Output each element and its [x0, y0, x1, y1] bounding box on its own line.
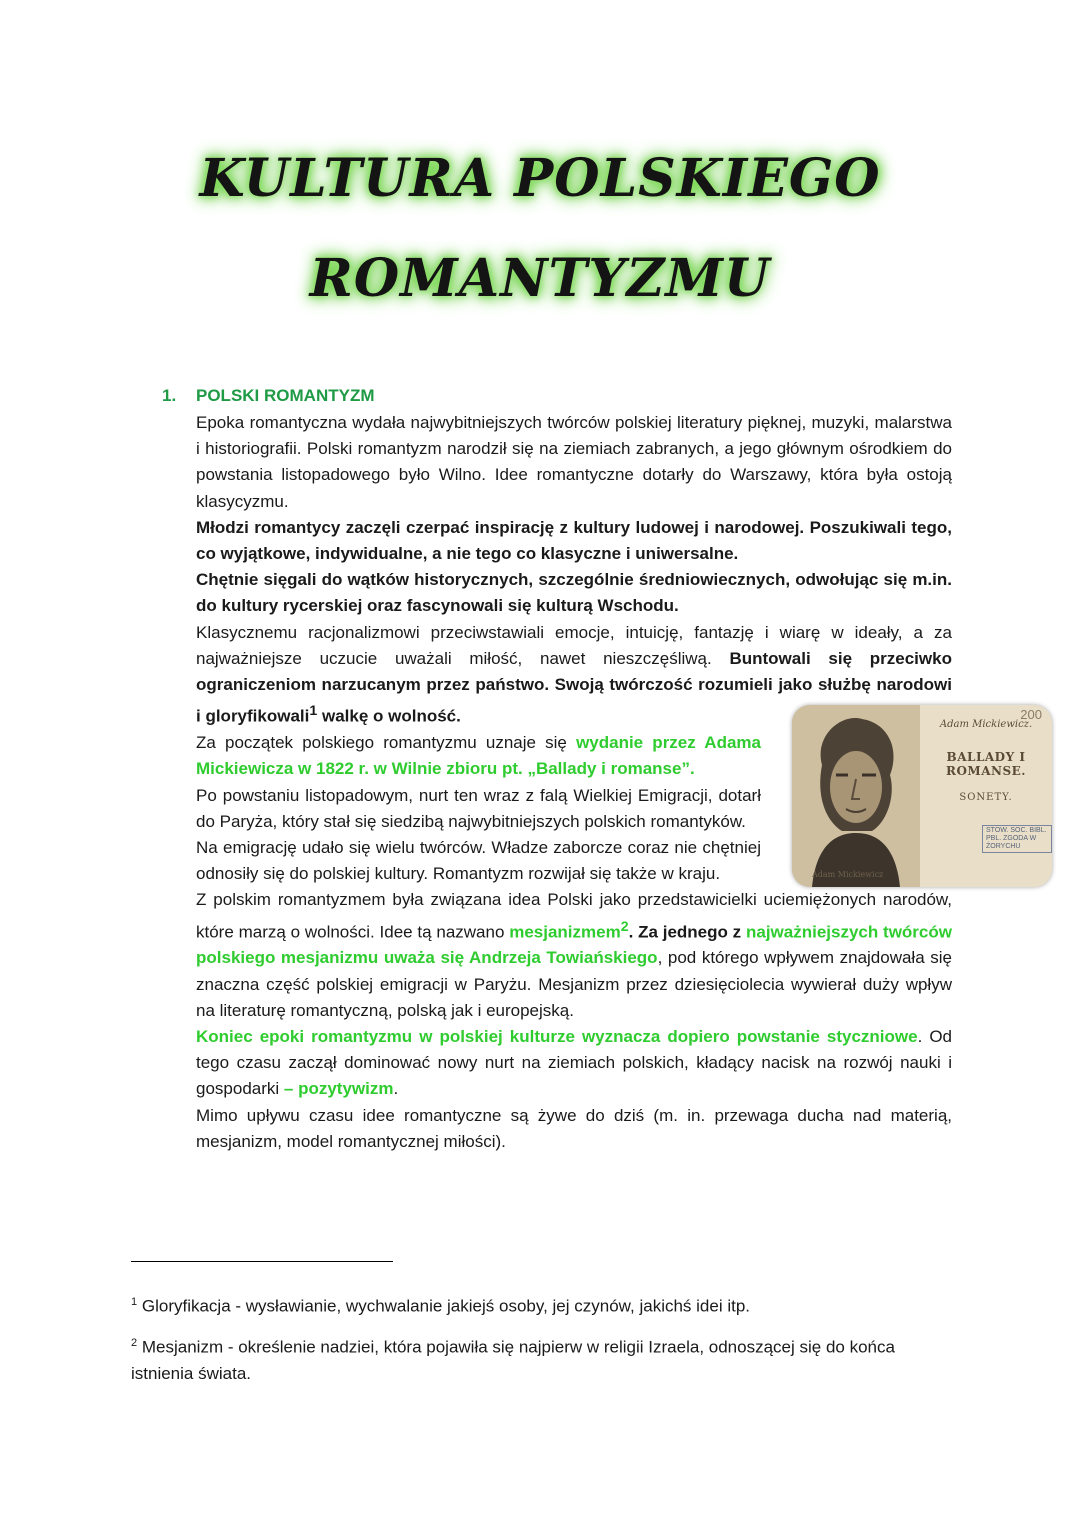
section-title: POLSKI ROMANTYZM: [196, 386, 375, 405]
paragraph: Epoka romantyczna wydała najwybitniejszych twórców polskiej literatury pięknej, muzyki, malarstwa i historiografii. Polski romantyzm narodził się na ziemiach zabranych, a jego głównym ośrodkiem do powstania listopadowego było Wilno. Idee romantyczne dotarły do Warszawy, która była ostoją klasycyzmu.: [196, 413, 952, 511]
footnote-divider: [131, 1261, 393, 1262]
text-run: , pod którego wpływem znajdowała się znaczna część polskiej emigracji w Paryżu. Mesjanizm przez dziesięciolecia wywierał duży wpływ na literaturę romantyczną, polską jak i europejską.: [196, 948, 952, 1020]
paragraph-bold: Chętnie sięgali do wątków historycznych, szczególnie średniowiecznych, odwołując się m.in. do kultury rycerskiej oraz fascynowali się kulturą Wschodu.: [196, 570, 952, 616]
page-title-line-2: ROMANTYZMU: [309, 248, 771, 309]
paragraph: Mimo upływu czasu idee romantyczne są żywe do dziś (m. in. przewaga ducha nad materią, mesjanizm, model romantycznej miłości).: [196, 1105, 952, 1151]
text-run-highlight: Koniec epoki romantyzmu w polskiej kulturze wyznacza dopiero powstanie styczniowe: [196, 1026, 918, 1046]
footnote-text: Mesjanizm - określenie nadziei, która pojawiła się najpierw w religii Izraela, odnoszącej się do końca istnienia świata.: [131, 1337, 895, 1383]
footnote-ref: 2: [620, 918, 629, 935]
paragraph: [196, 730, 761, 782]
text-run-bold: walkę o wolność.: [321, 706, 461, 726]
portrait-caption: Adam Mickiewicz: [812, 870, 884, 879]
page-title-line-1: KULTURA POLSKIEGO: [199, 148, 881, 209]
footnote-1: [131, 1289, 953, 1320]
paragraph: [196, 887, 952, 1024]
text-run: Z polskim romantyzmem była związana idea Polski jako przedstawicielki uciemiężonych narodów, które marzą o wolności. Idee tą nazwano: [196, 890, 952, 942]
footnote-2: [131, 1330, 953, 1387]
footnote-ref: 1: [309, 703, 318, 720]
book-title-page: [920, 705, 1052, 887]
paragraph-bold: Młodzi romantycy zaczęli czerpać inspirację z kultury ludowej i narodowej. Poszukiwali tego, co wyjątkowe, indywidualne, a nie tego co klasyczne i uniwersalne.: [196, 517, 952, 564]
library-stamp: STOW. SOC. BIBL. PBL. ZGODA W ŻORYCHU: [982, 825, 1052, 853]
section-number: 1.: [162, 386, 177, 405]
text-run: . Za jednego z: [628, 922, 742, 942]
text-run: Za początek polskiego romantyzmu uznaje się: [196, 733, 567, 753]
text-run-highlight: mesjanizmem: [509, 922, 621, 942]
footnote-text: Gloryfikacja - wysławianie, wychwalanie jakiejś osoby, jej czynów, jakichś idei itp.: [141, 1296, 751, 1316]
text-run: Klasycznemu racjonalizmowi przeciwstawiali emocje, intuicję, fantazję i wiarę w ideały, a za najważniejsze uczucie uważali miłość, nawet nieszczęśliwą.: [196, 622, 952, 668]
catalog-number: 200: [1020, 707, 1042, 722]
text-run: . Od tego czasu zaczął dominować nowy nurt na ziemiach polskich, kładący nacisk na rozwój nauki i gospodarki: [196, 1026, 953, 1099]
book-subtitle: SONETY.: [959, 792, 1013, 803]
text-run-highlight: najważniejszych twórców polskiego mesjanizmu uważa się Andrzeja Towiańskiego: [196, 922, 952, 968]
portrait-illustration: [792, 705, 920, 887]
text-run-highlight: – pozytywizm: [283, 1079, 394, 1099]
paragraph: Na emigrację udało się wielu twórców. Władze zaborcze coraz nie chętniej odnosiły się do polskiej kultury. Romantyzm rozwijał się także w kraju.: [196, 837, 761, 884]
paragraph: [196, 1024, 952, 1103]
footnote-number: 2: [131, 1337, 138, 1349]
book-author: Adam Mickiewicz.: [939, 719, 1033, 730]
section-heading: [162, 386, 952, 410]
book-cover-photo: [792, 705, 1052, 887]
text-run-highlight: wydanie przez Adama Mickiewicza w 1822 r. w Wilnie zbioru pt. „Ballady i romanse”.: [196, 733, 761, 779]
text-run: .: [393, 1079, 399, 1099]
paragraph: Po powstaniu listopadowym, nurt ten wraz z falą Wielkiej Emigracji, dotarł do Paryża, który stał się siedzibą najwybitniejszych polskich romantyków.: [196, 785, 761, 831]
text-run-bold: Buntowali się przeciwko ograniczeniom narzucanym przez państwo. Swoją twórczość rozumieli jako służbę narodowi i gloryfikowali: [196, 648, 952, 726]
footnote-number: 1: [131, 1296, 138, 1308]
book-title: BALLADY I ROMANSE.: [946, 750, 1026, 778]
